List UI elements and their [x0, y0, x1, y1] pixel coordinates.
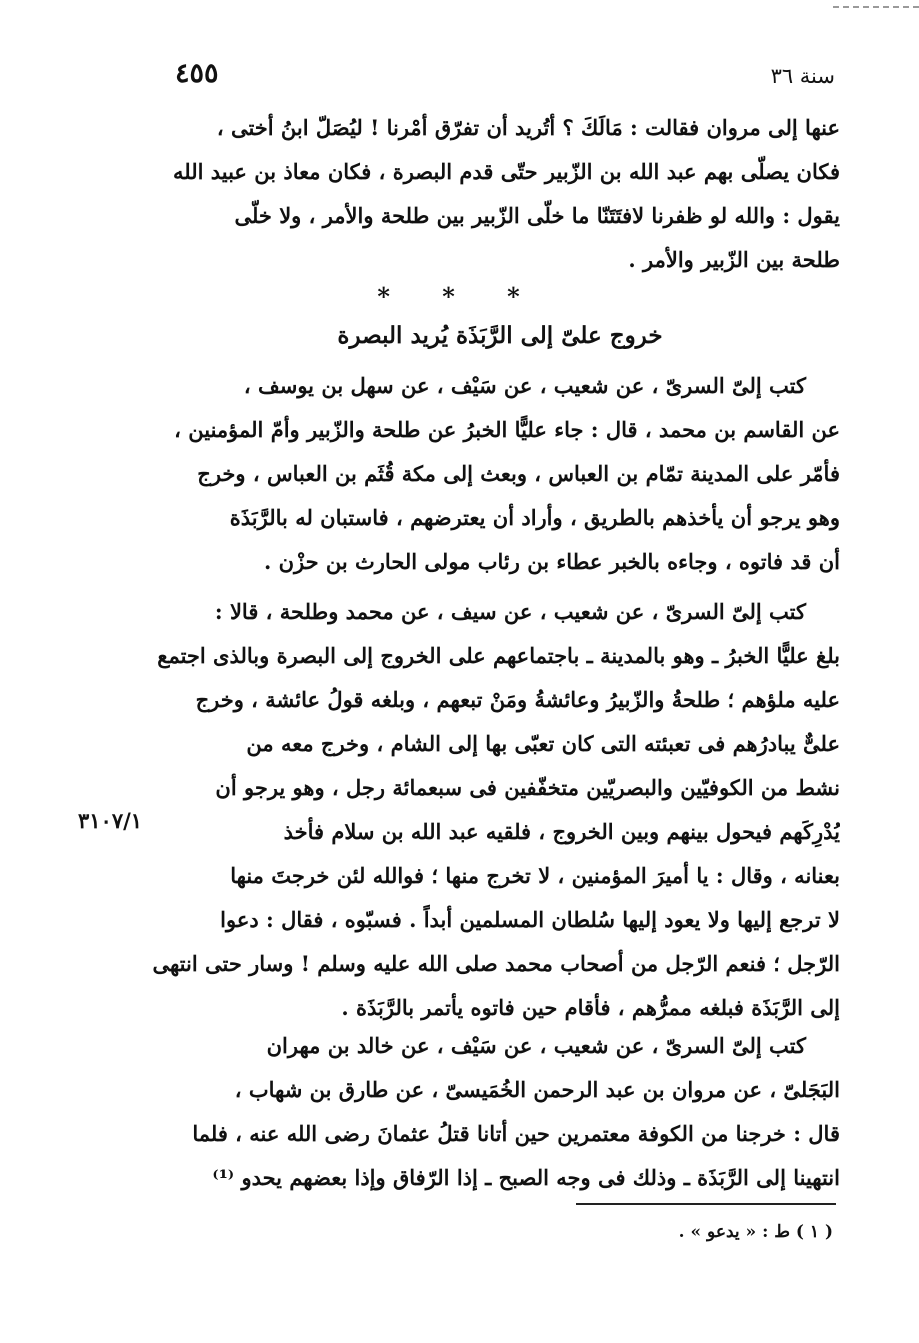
text-line: فكان يصلّى بهم عبد الله بن الزّبير حتّى قدم البصرة ، فكان معاذ بن عبيد الله: [172, 159, 840, 184]
header-year: سنة ٣٦: [770, 64, 835, 88]
text-line: يُدْرِكَهم فيحول بينهم وبين الخروج ، فلقيه عبد الله بن سلام فأخذ: [283, 819, 840, 844]
footnote: ( ١ ) ط : « يدعو » .: [678, 1222, 833, 1242]
text-line: عنها إلى مروان فقالت : مَالَكَ ؟ أتُريد أن تفرّق أمْرنا ! ليُصَلّ ابنُ أختى ،: [216, 115, 840, 140]
text-line: فأمّر على المدينة تمّام بن العباس ، وبعث إلى مكة قُثَم بن العباس ، وخرج: [197, 461, 840, 486]
text-line: بعنانه ، وقال : يا أميرَ المؤمنين ، لا تخرج منها ؛ فوالله لئن خرجتَ منها: [230, 863, 840, 888]
paragraph-2: [150, 364, 840, 584]
section-title: خروج علىّ إلى الرَّبَذَة يُريد البصرة: [337, 322, 663, 349]
text-line: يقول : والله لو ظفرنا لافتَتَنّا ما خلّى الزّبير بين طلحة والأمر ، ولا خلّى: [234, 203, 840, 228]
footnote-divider: [576, 1203, 836, 1205]
text-line: كتب إلىّ السرىّ ، عن شعيب ، عن سيف ، عن محمد وطلحة ، قالا :: [214, 599, 806, 624]
text-line: عن القاسم بن محمد ، قال : جاء عليًّا الخبرُ عن طلحة والزّبير وأمّ المؤمنين ،: [174, 417, 840, 442]
text-line: طلحة بين الزّبير والأمر .: [628, 247, 840, 272]
running-header: [175, 58, 835, 96]
page-number: ٤٥٥: [175, 58, 219, 89]
paragraph-4: [150, 1024, 840, 1200]
text-line: علىٌّ يبادرُهم فى تعبئته التى كان تعبّى بها إلى الشام ، وخرج معه من: [246, 731, 840, 756]
paragraph-1: [150, 106, 840, 282]
text-line: كتب إلىّ السرىّ ، عن شعيب ، عن سَيْف ، عن خالد بن مهران: [266, 1033, 806, 1058]
section-separator: * * *: [377, 282, 542, 311]
text-line: كتب إلىّ السرىّ ، عن شعيب ، عن سَيْف ، عن سهل بن يوسف ،: [243, 373, 806, 398]
text-line: بلغ عليًّا الخبرُ ـ وهو بالمدينة ـ باجتماعهم على الخروج إلى البصرة وبالذى اجتمع: [157, 643, 840, 668]
text-line: نشط من الكوفيّين والبصريّين متخفّفين فى سبعمائة رجل ، وهو يرجو أن: [215, 775, 840, 800]
text-line: البَجَلىّ ، عن مروان بن عبد الرحمن الخُمَيسىّ ، عن طارق بن شهاب ،: [234, 1077, 840, 1102]
scan-edge-mark: [833, 6, 919, 8]
text-line: لا ترجع إليها ولا يعود إليها سُلطان المسلمين أبداً . فسبّوه ، فقال : دعوا: [220, 907, 840, 932]
text-line: أن قد فاتوه ، وجاءه بالخبر عطاء بن رئاب مولى الحارث بن حزْن .: [263, 549, 840, 574]
paragraph-3: [150, 590, 840, 1030]
text-line: انتهينا إلى الرَّبَذَة ـ وذلك فى وجه الصبح ـ إذا الرّفاق وإذا بعضهم يحدو ⁽¹⁾: [212, 1165, 840, 1190]
text-line: إلى الرَّبَذَة فبلغه ممرُّهم ، فأقام حين فاتوه يأتمر بالرَّبَذَة .: [341, 995, 840, 1020]
text-line: قال : خرجنا من الكوفة معتمرين حين أتانا قتلُ عثمانَ رضى الله عنه ، فلما: [192, 1121, 840, 1146]
text-line: وهو يرجو أن يأخذهم بالطريق ، وأراد أن يعترضهم ، فاستبان له بالرَّبَذَة: [229, 505, 840, 530]
margin-page-reference: ٣١٠٧/١: [78, 808, 143, 833]
text-line: الرّجل ؛ فنعم الرّجل من أصحاب محمد صلى الله عليه وسلم ! وسار حتى انتهى: [152, 951, 840, 976]
text-line: عليه ملؤهم ؛ طلحةُ والزّبيرُ وعائشةُ ومَنْ تبعهم ، وبلغه قولُ عائشة ، وخرج: [195, 687, 840, 712]
